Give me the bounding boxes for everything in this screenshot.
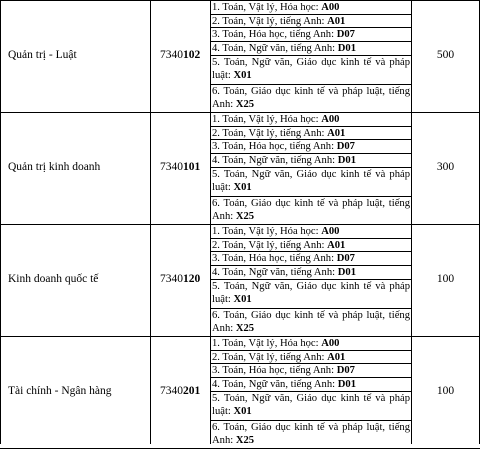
table-row (0, 0, 480, 112)
quota: 300 (436, 161, 455, 173)
subject-combination-text: 6. Toán, Giáo dục kinh tế và pháp luật, tiếng Anh: (212, 310, 410, 334)
subject-combination-text: 5. Toán, Ngữ văn, Giáo dục kinh tế và pháp luật: (212, 57, 410, 81)
subject-combination-text: 5. Toán, Ngữ văn, Giáo dục kinh tế và pháp luật: (212, 281, 410, 305)
subject-combination-text: 6. Toán, Giáo dục kinh tế và pháp luật, tiếng Anh: (212, 198, 410, 222)
combo-divider (210, 126, 411, 127)
combo-divider (210, 84, 411, 85)
subject-combination-text: 1. Toán, Vật lý, Hóa học: (212, 338, 322, 349)
subject-combination-text: 4. Toán, Ngữ văn, tiếng Anh: (212, 43, 338, 54)
combo-divider (210, 420, 411, 421)
subject-combination (212, 168, 410, 197)
major-code (160, 272, 200, 286)
combo-divider (210, 377, 411, 378)
subject-combination-code: X25 (235, 435, 255, 446)
column-divider (411, 0, 412, 444)
combo-divider (210, 350, 411, 351)
subject-combination-code: D01 (337, 379, 356, 390)
combo-divider (210, 238, 411, 239)
major-code-prefix: 7340 (160, 161, 183, 173)
subject-combination-text: 3. Toán, Hóa học, tiếng Anh: (212, 29, 337, 40)
subject-combination-code: D01 (337, 267, 356, 278)
subject-combination-code: X01 (233, 406, 252, 417)
major-code-suffix: 201 (183, 385, 201, 397)
subject-combination-text: 3. Toán, Hóa học, tiếng Anh: (212, 365, 337, 376)
major-code (160, 384, 200, 398)
subject-combination-code: D07 (336, 29, 355, 40)
subject-combination-code: A01 (327, 352, 346, 363)
subject-combination (212, 252, 410, 266)
major-name: Quản trị kinh doanh (8, 161, 101, 173)
subject-combination-code: A01 (327, 128, 346, 139)
subject-combination (212, 85, 410, 113)
subject-combination (212, 280, 410, 309)
subject-combination-code: X25 (235, 211, 255, 222)
subject-combination-text: 3. Toán, Hóa học, tiếng Anh: (212, 141, 337, 152)
subject-combination-code: A00 (321, 2, 340, 13)
subject-combination-code: D07 (336, 141, 355, 152)
table-row (0, 224, 480, 336)
column-divider (0, 0, 1, 444)
major-name: Tài chính - Ngân hàng (8, 385, 112, 397)
subject-combination-text: 4. Toán, Ngữ văn, tiếng Anh: (212, 155, 338, 166)
quota: 100 (436, 273, 455, 285)
subject-combination-code: A00 (321, 226, 340, 237)
combo-divider (210, 279, 411, 280)
subject-combination-text: 3. Toán, Hóa học, tiếng Anh: (212, 253, 337, 264)
subject-combination-text: 5. Toán, Ngữ văn, Giáo dục kinh tế và pháp luật: (212, 393, 410, 417)
subject-combination (212, 392, 410, 421)
subject-combination-code: X01 (233, 294, 252, 305)
subject-combination-code: A00 (321, 114, 340, 125)
subject-combination (212, 42, 410, 56)
major-code (160, 160, 200, 174)
major-code-suffix: 120 (183, 273, 201, 285)
subject-combination-code: A01 (327, 240, 346, 251)
subject-combination-text: 1. Toán, Vật lý, Hóa học: (212, 2, 322, 13)
subject-combination-code: X25 (235, 99, 255, 110)
subject-combination-code: X25 (235, 323, 255, 334)
subject-combination (212, 266, 410, 280)
subject-combination-text: 6. Toán, Giáo dục kinh tế và pháp luật, tiếng Anh: (212, 86, 410, 110)
subject-combination-code: X01 (233, 182, 252, 193)
subject-combination (212, 28, 410, 42)
subject-combination (212, 140, 410, 154)
combo-divider (210, 251, 411, 252)
subject-combination-text: 6. Toán, Giáo dục kinh tế và pháp luật, tiếng Anh: (212, 422, 410, 446)
combo-divider (210, 363, 411, 364)
combo-divider (210, 308, 411, 309)
row-divider (0, 0, 480, 1)
column-divider (150, 0, 151, 444)
major-code-suffix: 102 (183, 49, 201, 61)
subject-combination-text: 2. Toán, Vật lý, tiếng Anh: (212, 240, 328, 251)
quota: 100 (436, 385, 455, 397)
combo-divider (210, 14, 411, 15)
subject-combination (212, 309, 410, 337)
subject-combination (212, 1, 410, 15)
subject-combination-text: 2. Toán, Vật lý, tiếng Anh: (212, 128, 328, 139)
subject-combination (212, 113, 410, 127)
subject-combination-code: D07 (336, 253, 355, 264)
major-name: Quản trị - Luật (8, 49, 77, 61)
subject-combination (212, 56, 410, 85)
major-code (160, 48, 200, 62)
subject-combination-code: X01 (233, 70, 252, 81)
subject-combination-code: D07 (336, 365, 355, 376)
combo-divider (210, 265, 411, 266)
subject-combination (212, 154, 410, 168)
subject-combination-code: A01 (327, 16, 346, 27)
subject-combination-text: 2. Toán, Vật lý, tiếng Anh: (212, 352, 328, 363)
subject-combination-code: D01 (337, 155, 356, 166)
subject-combination-text: 4. Toán, Ngữ văn, tiếng Anh: (212, 379, 338, 390)
subject-combination (212, 225, 410, 239)
table-row (0, 336, 480, 448)
combo-divider (210, 41, 411, 42)
table-row (0, 112, 480, 224)
combo-divider (210, 196, 411, 197)
subject-combination-text: 1. Toán, Vật lý, Hóa học: (212, 226, 322, 237)
subject-combination-text: 2. Toán, Vật lý, tiếng Anh: (212, 16, 328, 27)
combo-divider (210, 55, 411, 56)
major-code-suffix: 101 (183, 161, 201, 173)
quota: 500 (436, 49, 455, 61)
subject-combination (212, 337, 410, 351)
combo-divider (210, 391, 411, 392)
major-code-prefix: 7340 (160, 49, 183, 61)
combo-divider (210, 27, 411, 28)
subject-combination-code: A00 (321, 338, 340, 349)
subject-combination-text: 4. Toán, Ngữ văn, tiếng Anh: (212, 267, 338, 278)
subject-combination-code: D01 (337, 43, 356, 54)
subject-combination (212, 197, 410, 225)
column-divider (210, 0, 211, 444)
combo-divider (210, 153, 411, 154)
subject-combination (212, 364, 410, 378)
major-code-prefix: 7340 (160, 385, 183, 397)
subject-combination-text: 5. Toán, Ngữ văn, Giáo dục kinh tế và pháp luật: (212, 169, 410, 193)
combo-divider (210, 167, 411, 168)
subject-combination-text: 1. Toán, Vật lý, Hóa học: (212, 114, 322, 125)
subject-combination (212, 421, 410, 449)
combo-divider (210, 139, 411, 140)
major-name: Kinh doanh quốc tế (8, 273, 99, 285)
major-code-prefix: 7340 (160, 273, 183, 285)
subject-combination (212, 378, 410, 392)
